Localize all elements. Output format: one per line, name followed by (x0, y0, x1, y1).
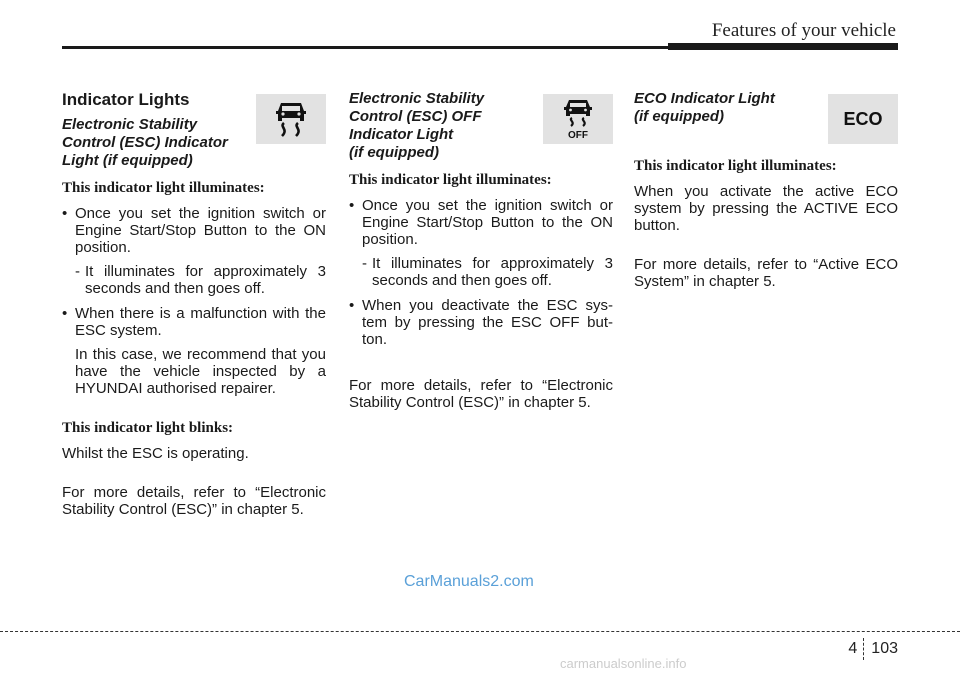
more-details: For more details, refer to “Electronic Stability Control (ESC)” in chapter 5. (62, 484, 326, 518)
list-item: • Once you set the ignition switch or Engine Start/Stop Button to the ON position. (62, 205, 326, 256)
eco-text: When you activate the active ECO system by pressing the ACTIVE ECO button. (634, 183, 898, 234)
list-note: In this case, we recommend that you have the vehicle inspected by a HYUNDAI authorised repairer. (75, 346, 326, 397)
chapter-number: 4 (848, 640, 858, 657)
list-subitem: - It illuminates for approximately 3 seconds and then goes off. (75, 263, 326, 297)
page-index: 103 (871, 640, 898, 657)
column-esc-indicator (62, 90, 326, 518)
list-item: • When there is a malfunction with the ESC system. (62, 305, 326, 339)
section-title: Indicator Lights (62, 90, 190, 109)
blinks-heading: This indicator light blinks: (62, 420, 234, 436)
more-details: For more details, refer to “Active ECO System” in chapter 5. (634, 256, 898, 290)
running-header: Features of your vehicle (711, 20, 896, 41)
subsection-title: Electronic Stability Control (ESC) Indicator Light (if equipped) (62, 116, 228, 169)
eco-label: ECO (843, 108, 883, 129)
list-subitem: - It illuminates for approximately 3 seconds and then goes off. (362, 255, 613, 289)
illuminates-heading: This indicator light illuminates: (349, 172, 552, 188)
watermark-link[interactable]: CarManuals2.com (404, 573, 534, 590)
column-esc-off-indicator (349, 90, 613, 411)
blinks-text: Whilst the ESC is operating. (62, 445, 249, 462)
list-item: • When you deactivate the ESC sys-tem by pressing the ESC OFF but-ton. (349, 297, 613, 348)
subsection-title: Electronic Stability Control (ESC) OFF Indicator Light (if equipped) (349, 90, 485, 161)
page-number (848, 638, 898, 660)
site-watermark: carmanualsonline.info (560, 656, 687, 671)
subsection-title: ECO Indicator Light (if equipped) (634, 90, 775, 125)
list-item: • Once you set the ignition switch or Engine Start/Stop Button to the ON position. (349, 197, 613, 248)
illuminates-heading: This indicator light illuminates: (634, 158, 837, 174)
more-details: For more details, refer to “Electronic Stability Control (ESC)” in chapter 5. (349, 377, 613, 411)
esc-off-label: OFF (568, 130, 588, 140)
header-rule-thick (668, 43, 898, 50)
illuminates-heading: This indicator light illuminates: (62, 180, 265, 196)
column-eco-indicator (634, 90, 898, 290)
footer-rule (0, 631, 960, 632)
